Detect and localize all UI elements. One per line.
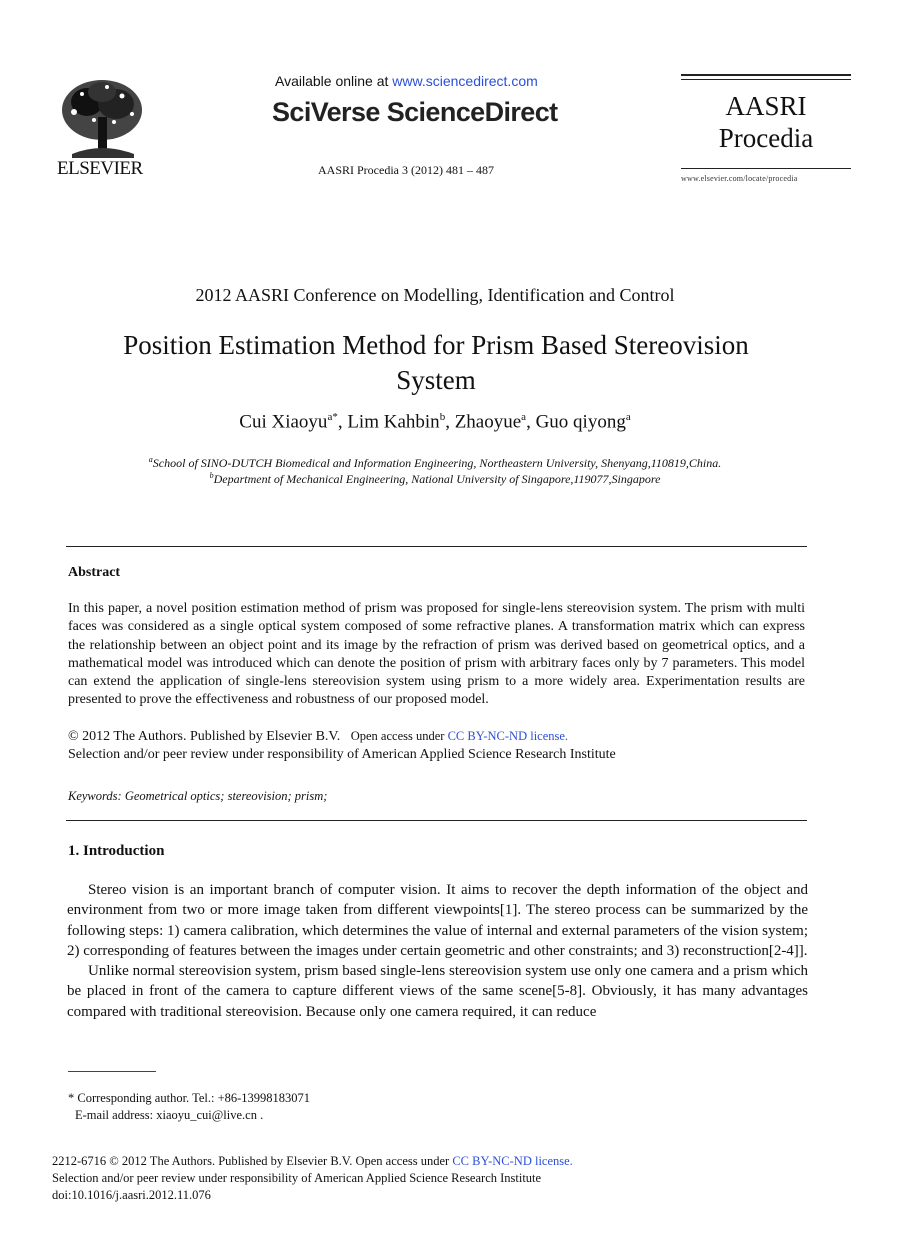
abstract-bottom-divider xyxy=(66,820,807,821)
open-access-label: Open access under xyxy=(350,729,448,743)
section-heading-introduction: 1. Introduction xyxy=(68,843,165,859)
footnote-corresponding-author: * Corresponding author. Tel.: +86-13998183071 xyxy=(68,1091,311,1105)
sciencedirect-link[interactable]: www.sciencedirect.com xyxy=(392,73,538,89)
available-online xyxy=(275,73,538,89)
author-affiliation-mark: a xyxy=(625,411,631,423)
abstract-heading: Abstract xyxy=(68,565,121,580)
footer-peer-review: Selection and/or peer review under responsibility of American Applied Science Research Institute xyxy=(52,1171,542,1185)
author-name: Zhaoyue xyxy=(454,411,522,433)
copyright-text: © 2012 The Authors. Published by Elsevier B.V. xyxy=(68,729,341,744)
footer-copyright-line xyxy=(52,1154,573,1169)
affiliation-mark: a xyxy=(148,455,153,464)
author-list xyxy=(0,411,870,433)
footer-issn-copyright: 2212-6716 © 2012 The Authors. Published by Elsevier B.V. xyxy=(52,1154,353,1168)
affiliation-b xyxy=(0,471,870,487)
conference-name: 2012 AASRI Conference on Modelling, Identification and Control xyxy=(195,285,675,305)
author-affiliation-mark: b xyxy=(439,411,446,423)
publisher-name: ELSEVIER xyxy=(57,158,143,179)
journal-title xyxy=(681,90,851,154)
footer-doi[interactable]: doi:10.1016/j.aasri.2012.11.076 xyxy=(52,1188,211,1202)
footer-license-link[interactable]: CC BY-NC-ND license. xyxy=(452,1154,573,1168)
affiliation-text: School of SINO-DUTCH Biomedical and Information Engineering, Northeastern University, Shenyang,110819,China. xyxy=(152,456,722,470)
author-separator: , xyxy=(445,411,455,433)
abstract-top-divider xyxy=(66,546,807,547)
abstract-text: In this paper, a novel position estimation method of prism was proposed for single-lens stereovision system. The prism with multi faces was considered as a single optical system composed of some refractive planes. A transformation matrix which can express the relationship between an object point and its image by the refraction of prism was derived based on geometrical optics, and a mathematical model was introduced which can denote the position of prism with arbitrary faces only by 7 parameters. This model can extend the application of single-lens stereovision system using prism to a more widely area. Experimentation results are presented to prove the effectiveness and robustness of our proposed model. xyxy=(68,601,805,708)
author-affiliation-mark: a xyxy=(521,411,527,423)
journal-box-top-rule xyxy=(681,74,851,76)
paper-title xyxy=(80,328,792,398)
paper-title-line2: System xyxy=(396,365,476,395)
peer-review-statement: Selection and/or peer review under responsibility of American Applied Science Research Institute xyxy=(68,747,616,762)
affiliation-mark: b xyxy=(209,471,214,480)
journal-title-line2: Procedia xyxy=(718,123,814,153)
author-name: Cui Xiaoyu xyxy=(239,411,328,433)
author-separator: , xyxy=(337,411,348,433)
journal-url[interactable]: www.elsevier.com/locate/procedia xyxy=(681,174,798,183)
footnote-email: E-mail address: xiaoyu_cui@live.cn . xyxy=(75,1108,264,1122)
available-online-label: Available online at xyxy=(275,73,393,89)
author-name: Lim Kahbin xyxy=(347,411,440,433)
paper-title-line1: Position Estimation Method for Prism Based Stereovision xyxy=(123,330,749,360)
journal-reference: AASRI Procedia 3 (2012) 481 – 487 xyxy=(318,163,494,177)
platform-logo: SciVerse ScienceDirect xyxy=(272,97,558,127)
affiliation-text: Department of Mechanical Engineering, National University of Singapore,119077,Singapore xyxy=(213,472,661,486)
author-separator: , xyxy=(526,411,536,433)
elsevier-logo xyxy=(52,72,152,182)
footnote-divider xyxy=(68,1071,156,1072)
copyright-line xyxy=(68,729,568,745)
journal-box-top-rule-thin xyxy=(681,79,851,80)
affiliation-a xyxy=(0,455,870,471)
keywords: Keywords: Geometrical optics; stereovision; prism; xyxy=(68,789,328,803)
footer-open-access-label: Open access under xyxy=(352,1154,453,1168)
journal-box-bottom-rule xyxy=(681,168,851,169)
introduction-body xyxy=(67,880,808,1022)
author-affiliation-mark: a* xyxy=(327,411,338,423)
author-name: Guo qiyong xyxy=(535,411,626,433)
license-link[interactable]: CC BY-NC-ND license. xyxy=(447,729,569,743)
body-paragraph: Unlike normal stereovision system, prism based single-lens stereovision system use only one camera and a prism which be placed in front of the camera to capture different views of the same scene[5-8]. Obviously, it has many advantages compared with traditional stereovision. Because only one camera required, it can reduce xyxy=(67,963,808,1020)
journal-title-line1: AASRI xyxy=(725,91,807,121)
body-paragraph: Stereo vision is an important branch of computer vision. It aims to recover the depth information of the object and environment from two or more image taken from different viewpoints[1]. The stereo process can be summarized by the following steps: 1) camera calibration, which determines the value of internal and external parameters of the vision system; 2) corresponding of features between the images under certain geometric and other constraints; and 3) reconstruction[2-4]]. xyxy=(67,882,808,959)
